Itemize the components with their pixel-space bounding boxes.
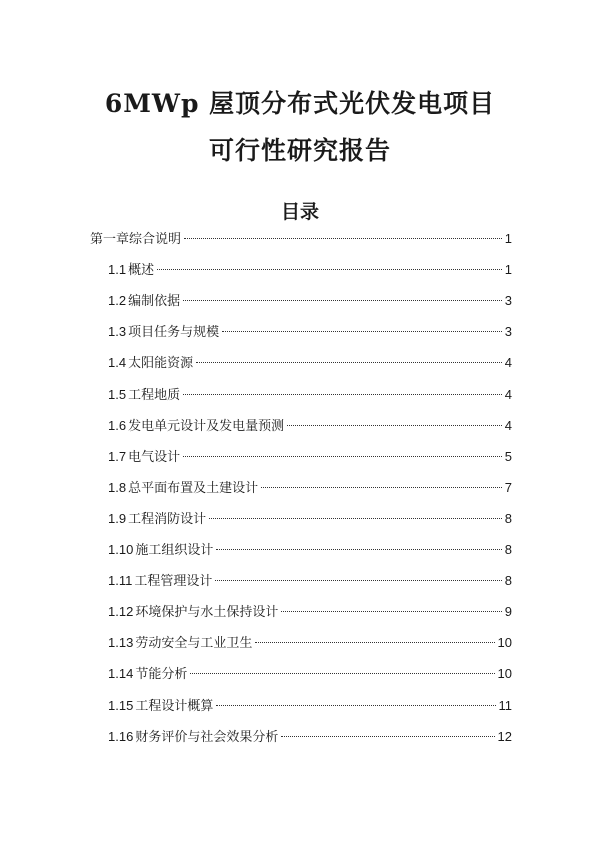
toc-section-entry[interactable] <box>108 570 512 592</box>
toc-entry-title: 编制依据 <box>128 294 181 310</box>
toc-entry-page: 3 <box>504 324 512 340</box>
toc-entry-number: 1.4 <box>108 355 127 371</box>
toc-entry-page: 12 <box>497 728 512 744</box>
toc-entry-page: 9 <box>504 604 512 620</box>
toc-section-entry[interactable] <box>108 352 512 374</box>
toc-dot-leader <box>281 611 501 612</box>
toc-entry-number: 1.2 <box>108 293 127 309</box>
toc-entry-number: 1.9 <box>108 510 127 526</box>
toc-section-entry[interactable] <box>108 321 512 343</box>
toc-entry-page: 4 <box>504 355 512 371</box>
toc-entry-title: 工程消防设计 <box>128 511 207 527</box>
toc-entry-title: 概述 <box>128 263 155 279</box>
toc-dot-leader <box>184 238 502 239</box>
toc-entry-number: 1.3 <box>108 324 127 340</box>
toc-entry-title: 工程管理设计 <box>134 574 213 590</box>
toc-section-entry[interactable] <box>108 632 512 654</box>
toc-dot-leader <box>209 518 502 519</box>
toc-entry-page: 3 <box>504 293 512 309</box>
toc-entry-page: 1 <box>504 231 512 246</box>
toc-heading: 目录 <box>280 201 319 223</box>
toc-entry-title: 施工组织设计 <box>135 543 214 558</box>
toc-entry-number: 1.8 <box>108 479 127 495</box>
toc-entry-number: 1.13 <box>108 635 134 651</box>
toc-entry-number: 1.10 <box>108 542 134 557</box>
toc-section-entry[interactable] <box>108 601 512 623</box>
toc-dot-leader <box>190 673 494 674</box>
toc-dot-leader <box>216 549 501 550</box>
toc-entry-page: 11 <box>498 697 512 713</box>
toc-entry-title: 工程地质 <box>128 387 181 403</box>
toc-section-entry[interactable] <box>108 695 512 717</box>
toc-dot-leader <box>215 580 501 581</box>
toc-section-entry[interactable] <box>108 539 512 561</box>
toc-entry-title: 劳动安全与工业卫生 <box>135 636 253 652</box>
toc-dot-leader <box>261 487 502 488</box>
toc-entry-number: 1.14 <box>108 666 134 682</box>
toc-section-entry[interactable] <box>108 290 512 312</box>
toc-dot-leader <box>157 269 502 270</box>
toc-entry-page: 8 <box>504 573 512 589</box>
toc-section-entry[interactable] <box>108 663 512 685</box>
toc-entry-page: 8 <box>504 510 512 526</box>
toc-entry-title: 财务评价与社会效果分析 <box>135 729 279 745</box>
toc-entry-title: 总平面布置及土建设计 <box>128 480 259 496</box>
toc-entry-number: 1.11 <box>108 573 133 589</box>
toc-entry-title: 发电单元设计及发电量预测 <box>128 418 285 434</box>
toc-section-entry[interactable] <box>108 446 512 468</box>
toc-dot-leader <box>183 394 502 395</box>
toc-dot-leader <box>281 736 494 737</box>
document-title-line1: 6MWp 屋顶分布式光伏发电项目 <box>104 89 496 118</box>
toc-dot-leader <box>183 456 502 457</box>
toc-entry-page: 5 <box>504 448 512 464</box>
toc-entry-number: 1.12 <box>108 604 134 620</box>
toc-entry-number: 1.7 <box>108 448 127 464</box>
toc-entry-title: 工程设计概算 <box>135 698 214 714</box>
toc-entry-page: 7 <box>504 479 512 495</box>
toc-dot-leader <box>216 705 495 706</box>
toc-entry-number: 1.1 <box>108 262 127 278</box>
toc-entry-number: 1.6 <box>108 417 127 433</box>
toc-entry-title: 太阳能资源 <box>128 356 194 372</box>
toc-dot-leader <box>287 425 502 426</box>
toc-dot-leader <box>183 300 502 301</box>
toc-section-entry[interactable] <box>108 384 512 406</box>
toc-dot-leader <box>222 331 502 332</box>
toc-entry-page: 10 <box>497 635 512 651</box>
toc-entry-title: 第一章综合说明 <box>90 232 182 247</box>
toc-dot-leader <box>255 642 494 643</box>
toc-entry-title: 环境保护与水土保持设计 <box>135 605 279 621</box>
toc-dot-leader <box>196 362 502 363</box>
toc-entry-page: 8 <box>504 542 512 557</box>
document-title-line2: 可行性研究报告 <box>208 136 391 165</box>
toc-section-entry[interactable] <box>108 726 512 748</box>
toc-entry-title: 电气设计 <box>128 449 181 465</box>
toc-section-entry[interactable] <box>108 259 512 281</box>
toc-entry-page: 4 <box>504 386 512 402</box>
toc-entry-page: 1 <box>504 262 512 278</box>
toc-entry-number: 1.5 <box>108 386 127 402</box>
toc-chapter-entry[interactable] <box>90 228 512 250</box>
toc-entry-number: 1.16 <box>108 728 134 744</box>
toc-entry-page: 4 <box>504 417 512 433</box>
toc-entry-title: 项目任务与规模 <box>128 325 220 341</box>
toc-entry-page: 10 <box>497 666 512 682</box>
toc-entry-number: 1.15 <box>108 697 134 713</box>
toc-section-entry[interactable] <box>108 508 512 530</box>
toc-section-entry[interactable] <box>108 415 512 437</box>
toc-entry-title: 节能分析 <box>135 667 188 683</box>
toc-section-entry[interactable] <box>108 477 512 499</box>
